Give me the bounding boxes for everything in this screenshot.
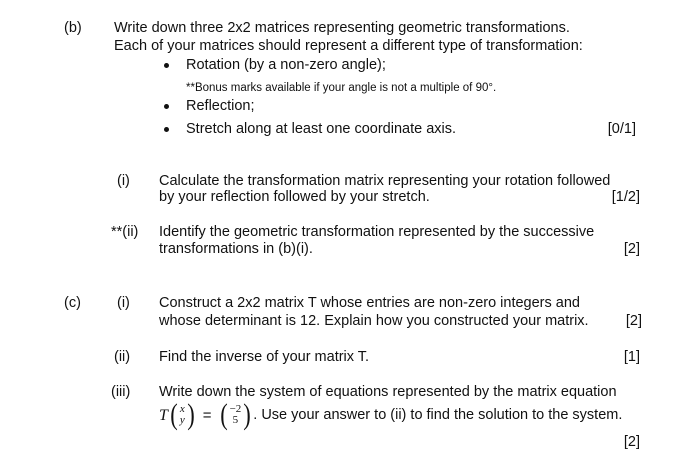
column-vector-xy: ( x y ) [170, 398, 195, 431]
part-b-i-line1: Calculate the transformation matrix representing your rotation followed [159, 173, 611, 189]
part-c-iii-line1: Write down the system of equations represented by the matrix equation [159, 384, 617, 400]
vector-y: y [179, 414, 185, 426]
part-b-ii-line2: transformations in (b)(i). [159, 241, 313, 257]
bullet-reflection: Reflection; [186, 98, 255, 114]
vector-x: x [179, 403, 185, 415]
rhs-top: −2 [229, 403, 242, 415]
part-b-ii-label: **(ii) [111, 224, 139, 240]
column-vector-rhs: ( −2 5 ) [219, 398, 252, 431]
part-c-label: (c) [64, 295, 81, 311]
bullet-rotation: Rotation (by a non-zero angle); [186, 57, 386, 73]
part-c-iii-marks: [2] [623, 434, 640, 450]
part-b-marks: [0/1] [607, 121, 636, 137]
part-c-i-line1: Construct a 2x2 matrix T whose entries are non-zero integers and [159, 295, 580, 311]
part-c-i-marks: [2] [625, 313, 642, 329]
part-c-ii-label: (ii) [114, 349, 131, 365]
part-b-ii-marks: [2] [623, 241, 640, 257]
part-c-iii-line2: . Use your answer to (ii) to find the solution to the system. [253, 406, 623, 423]
bonus-note: **Bonus marks available if your angle is not a multiple of 90°. [186, 82, 497, 94]
part-c-i-line2: whose determinant is 12. Explain how you constructed your matrix. [159, 313, 589, 329]
equals-sign: = [202, 406, 212, 424]
matrix-symbol: T [159, 406, 168, 424]
part-c-i-label: (i) [117, 295, 130, 311]
part-c-ii-line1: Find the inverse of your matrix T. [159, 349, 370, 365]
part-b-label: (b) [64, 20, 82, 36]
part-c-ii-marks: [1] [623, 349, 640, 365]
rhs-bottom: 5 [232, 414, 239, 426]
part-b-intro-line1: Write down three 2x2 matrices representing geometric transformations. [114, 20, 570, 36]
part-b-intro-line2: Each of your matrices should represent a different type of transformation: [114, 38, 583, 54]
matrix-equation-line [159, 398, 622, 432]
part-c-iii-label: (iii) [111, 384, 131, 400]
part-b-i-line2: by your reflection followed by your stretch. [159, 189, 430, 205]
bullet-stretch: Stretch along at least one coordinate axis. [186, 121, 457, 137]
part-b-ii-line1: Identify the geometric transformation represented by the successive [159, 224, 595, 240]
part-b-i-marks: [1/2] [611, 189, 640, 205]
part-b-i-label: (i) [117, 173, 130, 189]
